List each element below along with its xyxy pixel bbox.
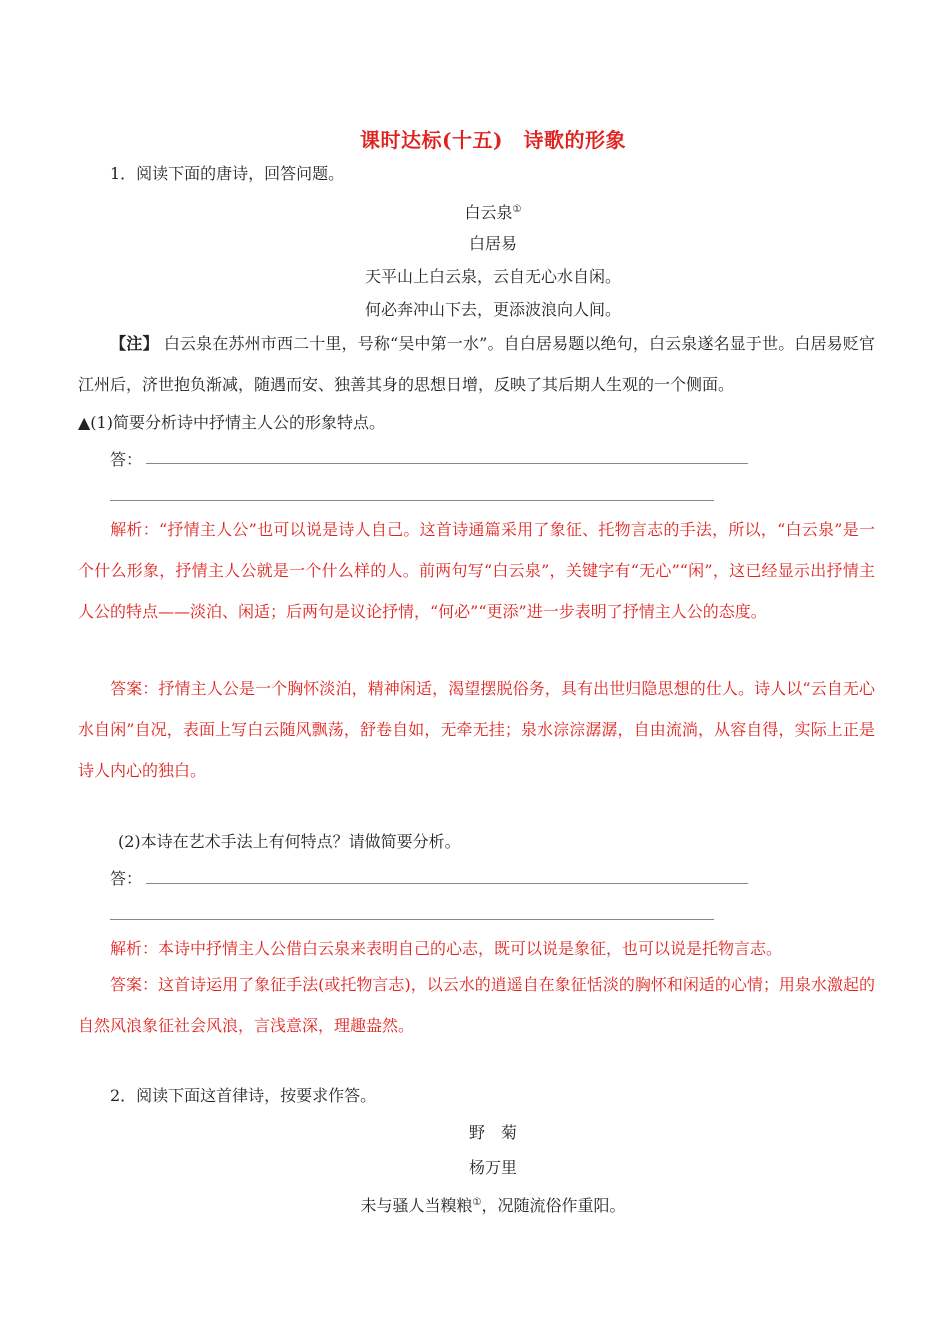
question-1-2-prompt: (2)本诗在艺术手法上有何特点？请做简要分析。 bbox=[118, 832, 461, 851]
poem-1-title-text: 白云泉 bbox=[464, 203, 513, 222]
answer-text-1: 答案：抒情主人公是一个胸怀淡泊，精神闲适，渴望摆脱俗务，具有出世归隐思想的仕人。诗人以“云自无心水自闲”自况，表面上写白云随风飘荡，舒卷自如，无牵无挂；泉水淙淙潺潺，自由流淌，从容自得，实际上正是诗人内心的独白。 bbox=[78, 679, 875, 780]
answer-line-2a[interactable] bbox=[146, 883, 748, 884]
answer-line-2b[interactable] bbox=[110, 919, 714, 920]
question-2-intro: 2．阅读下面这首律诗，按要求作答。 bbox=[110, 1086, 377, 1105]
question-1-2-analysis bbox=[78, 928, 875, 969]
question-1-1-answer bbox=[78, 668, 875, 791]
poem-2-line-1 bbox=[0, 1192, 950, 1217]
footnote-mark: ① bbox=[512, 204, 522, 215]
question-1-2-answer bbox=[78, 964, 875, 1046]
poem-1-title bbox=[0, 199, 950, 224]
poem-2-line-1-b: ，况随流俗作重阳。 bbox=[481, 1196, 626, 1215]
analysis-text-2: 解析：本诗中抒情主人公借白云泉来表明自己的心志，既可以说是象征，也可以说是托物言志。 bbox=[110, 939, 783, 958]
poem-2-line-1-a: 未与骚人当糗粮 bbox=[360, 1196, 473, 1215]
question-1-1-analysis bbox=[78, 509, 875, 632]
footnote-mark: ① bbox=[472, 1197, 482, 1208]
poem-1-author: 白居易 bbox=[468, 234, 517, 253]
answer-label-1: 答： bbox=[110, 450, 143, 469]
poem-1-note bbox=[78, 323, 875, 405]
question-1-intro: 1．阅读下面的唐诗，回答问题。 bbox=[110, 164, 345, 183]
answer-line-1a[interactable] bbox=[146, 463, 748, 464]
answer-text-2: 答案：这首诗运用了象征手法(或托物言志)，以云水的逍遥自在象征恬淡的胸怀和闲适的心情；用泉水激起的自然风浪象征社会风浪，言浅意深，理趣盎然。 bbox=[78, 975, 875, 1035]
poem-2-title: 野 菊 bbox=[468, 1123, 517, 1142]
note-label: 【注】 bbox=[110, 334, 159, 353]
poem-2-author: 杨万里 bbox=[468, 1158, 517, 1177]
poem-1-line-1: 天平山上白云泉，云自无心水自闲。 bbox=[364, 267, 621, 286]
answer-label-2: 答： bbox=[110, 869, 143, 888]
answer-line-1b[interactable] bbox=[110, 500, 714, 501]
note-text: 白云泉在苏州市西二十里，号称“吴中第一水”。自白居易题以绝句，白云泉遂名显于世。白居易贬官江州后，济世抱负渐减，随遇而安、独善其身的思想日增，反映了其后期人生观的一个侧面。 bbox=[78, 334, 875, 394]
question-1-1-prompt: ▲(1)简要分析诗中抒情主人公的形象特点。 bbox=[78, 413, 385, 432]
page-title: 课时达标(十五) 诗歌的形象 bbox=[360, 128, 626, 152]
analysis-text-1: 解析：“抒情主人公”也可以说是诗人自己。这首诗通篇采用了象征、托物言志的手法，所以，“白云泉”是一个什么形象，抒情主人公就是一个什么样的人。前两句写“白云泉”，关键字有“无心”“闲”，这已经显示出抒情主人公的特点——淡泊、闲适；后两句是议论抒情，“何必”“更添”进一步表明了抒情主人公的态度。 bbox=[78, 520, 875, 621]
poem-1-line-2: 何必奔冲山下去，更添波浪向人间。 bbox=[364, 300, 621, 319]
